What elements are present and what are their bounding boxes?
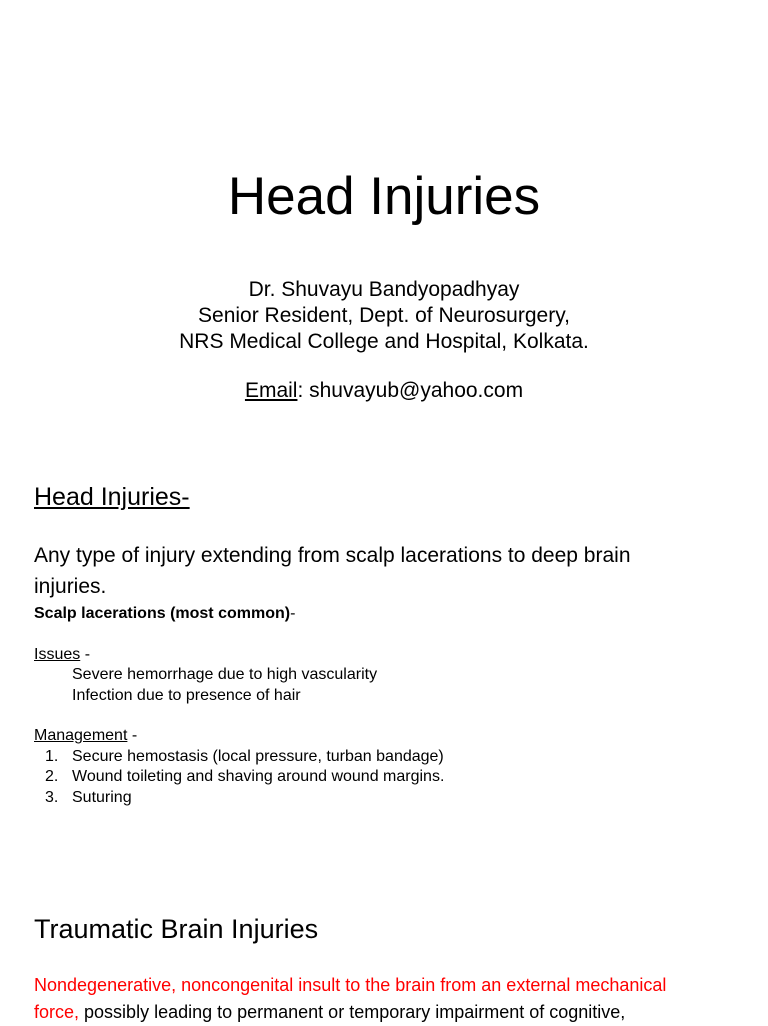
- intro-line-2: injuries.: [34, 575, 107, 598]
- author-position: Senior Resident, Dept. of Neurosurgery,: [198, 304, 570, 327]
- management-item: [34, 747, 734, 768]
- issues-dash: -: [80, 645, 91, 663]
- scalp-dash: -: [290, 605, 296, 622]
- tbi-line-2: [34, 999, 734, 1026]
- management-item: [34, 788, 734, 809]
- list-text: Suturing: [72, 788, 132, 806]
- intro-line-1: Any type of injury extending from scalp lacerations to deep brain: [34, 544, 631, 567]
- section-head-injuries-body: [34, 540, 734, 808]
- management-dash: -: [127, 727, 138, 744]
- author-name: Dr. Shuvayu Bandyopadhyay: [248, 278, 520, 301]
- page-title: Head Injuries: [227, 167, 541, 226]
- list-number: 2.: [45, 768, 59, 785]
- management-label: Management: [34, 727, 128, 744]
- issues-label: Issues: [34, 645, 81, 663]
- tbi-black-line-2: possibly leading to permanent or temporary impairment of cognitive,: [79, 1002, 626, 1022]
- tbi-red-line-1: Nondegenerative, noncongenital insult to the brain from an external mechanical: [34, 975, 667, 995]
- issue-item: Infection due to presence of hair: [72, 686, 301, 704]
- email-label: Email: [244, 379, 298, 402]
- email-line: [0, 378, 768, 404]
- email-value: : shuvayub@yahoo.com: [297, 379, 524, 402]
- section-heading-tbi: Traumatic Brain Injuries: [34, 914, 319, 944]
- scalp-heading-line: [34, 604, 734, 625]
- section-heading-head-injuries: Head Injuries-: [34, 483, 190, 511]
- list-number: 1.: [45, 747, 59, 765]
- list-text: Secure hemostasis (local pressure, turban bandage): [72, 747, 444, 765]
- management-heading-line: [34, 726, 734, 747]
- scalp-heading: Scalp lacerations (most common): [34, 605, 291, 622]
- author-block: [0, 277, 768, 355]
- list-number: 3.: [45, 788, 59, 806]
- author-institution: NRS Medical College and Hospital, Kolkata.: [179, 330, 589, 353]
- management-item: [34, 767, 734, 788]
- issue-item: Severe hemorrhage due to high vascularity: [72, 666, 378, 683]
- issues-heading-line: [34, 645, 734, 666]
- list-text: Wound toileting and shaving around wound margins.: [72, 768, 445, 785]
- tbi-definition: [34, 972, 734, 1026]
- tbi-red-line-2: force,: [34, 1002, 80, 1022]
